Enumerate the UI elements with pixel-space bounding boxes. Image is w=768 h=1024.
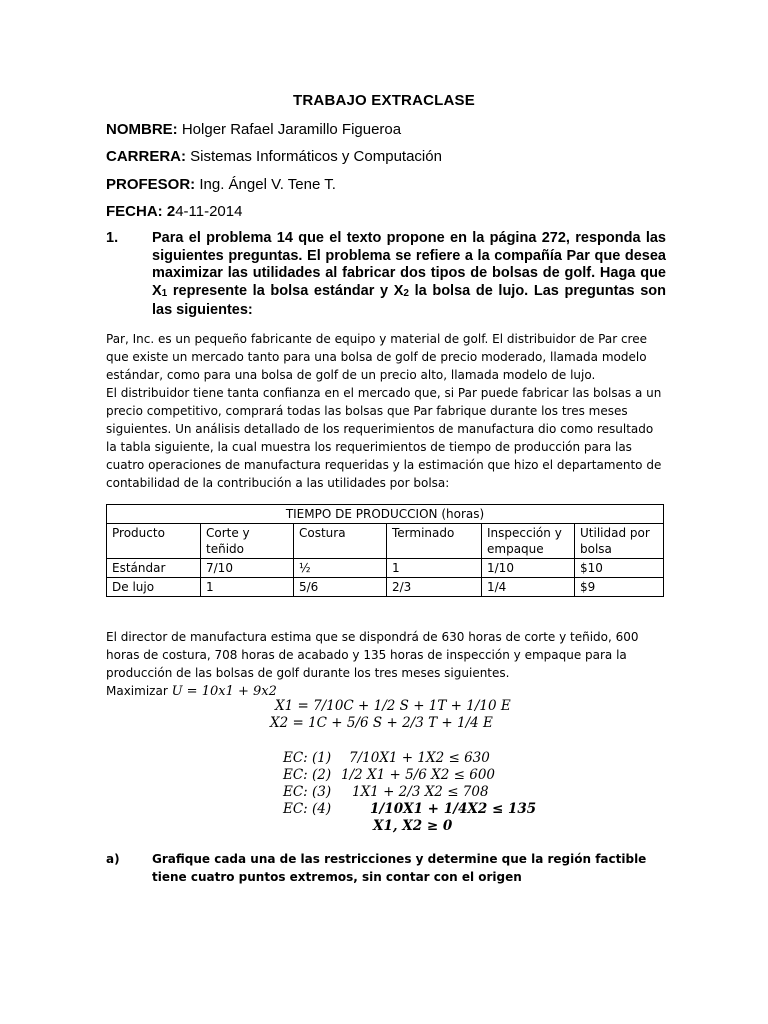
equation-x1: X1 = 7/10C + 1/2 S + 1T + 1/10 E [275,698,511,714]
subscript-1: 1 [161,287,168,299]
table-cell: 5/6 [294,578,387,597]
nombre-label: NOMBRE: [106,121,178,138]
profesor-line [106,176,336,193]
table-header-row [107,524,664,559]
maximize-label: Maximizar [106,684,172,698]
fecha-value: 4-11-2014 [175,203,243,220]
carrera-line [106,148,442,165]
constraint-3-expr: 1X1 + 2/3 X2 ≤ 708 [352,784,489,800]
question-a [106,850,666,886]
table-cell: 2/3 [387,578,482,597]
fecha-line [106,203,242,220]
nombre-line [106,121,401,138]
table-caption-row [107,505,664,524]
table-cell: Estándar [107,559,201,578]
table-row [107,559,664,578]
constraint-2-expr: 1/2 X1 + 5/6 X2 ≤ 600 [341,767,495,783]
fecha-value-bold: 2 [166,203,176,220]
table-cell: 1 [387,559,482,578]
table-cell: ½ [294,559,387,578]
nombre-value: Holger Rafael Jaramillo Figueroa [181,121,402,138]
question-1-text-a: Para el problema 14 que el texto propone en la página 272, responda las siguientes preguntas. El problema se refiere a la compañía Par que desea maximizar las utilidades al fabricar dos tipos de bolsas de golf. Haga que X [152,230,666,299]
constraint-2-label: EC: (2) [283,767,332,783]
equation-x2: X2 = 1C + 5/6 S + 2/3 T + 1/4 E [270,715,493,731]
production-time-table [106,504,664,597]
constraint-1-expr: 7/10X1 + 1X2 ≤ 630 [349,750,490,766]
question-1-text-b: represente la bolsa estándar y X [167,282,404,299]
constraint-4-expr: 1/10X1 + 1/4X2 ≤ 135 [370,801,537,817]
constraint-1-label: EC: (1) [283,750,332,766]
question-1-number: 1. [106,230,119,246]
question-1 [106,230,666,320]
non-negativity: X1, X2 ≥ 0 [373,818,453,834]
table-header-cell: Terminado [387,524,482,559]
paragraph-intro: Par, Inc. es un pequeño fabricante de equipo y material de golf. El distribuidor de Par cree que existe un mercado tanto para una bolsa de golf de precio moderado, llamada modelo estándar, como para una bolsa de golf de un precio alto, llamada modelo de lujo. [106,332,647,382]
carrera-label: CARRERA: [106,148,186,165]
question-1-text-c: la bolsa de lujo. Las preguntas son las siguientes: [152,282,666,318]
table-cell: De lujo [107,578,201,597]
profesor-label: PROFESOR: [106,176,196,193]
table-cell: 1/10 [482,559,575,578]
table-header-cell: Producto [107,524,201,559]
table-cell: 1/4 [482,578,575,597]
constraint-4-label: EC: (4) [283,801,332,817]
question-1-text [152,230,666,320]
table-cell: 7/10 [201,559,294,578]
profesor-value: Ing. Ángel V. Tene T. [199,176,336,193]
document-title: TRABAJO EXTRACLASE [293,92,475,109]
constraint-3-label: EC: (3) [283,784,332,800]
table-cell: 1 [201,578,294,597]
fecha-label: FECHA: [106,203,163,220]
table-caption: TIEMPO DE PRODUCCION (horas) [107,505,664,524]
table-cell: $10 [575,559,664,578]
paragraph-director: El director de manufactura estima que se dispondrá de 630 horas de corte y teñido, 600 horas de costura, 708 horas de acabado y 135 horas de inspección y empaque para la producción de las bolsas de golf durante los tres meses siguientes. [106,630,639,680]
question-a-text: Grafique cada una de las restricciones y determine que la región factible tiene cuatro puntos extremos, sin contar con el origen [152,852,647,884]
table-header-cell: Corte y teñido [201,524,294,559]
table-header-cell: Inspección y empaque [482,524,575,559]
table-cell: $9 [575,578,664,597]
table-header-cell: Utilidad por bolsa [575,524,664,559]
carrera-value: Sistemas Informáticos y Computación [190,148,442,165]
table-row [107,578,664,597]
subscript-2: 2 [403,287,409,299]
table-header-cell: Costura [294,524,387,559]
objective-function: U = 10x1 + 9x2 [171,684,277,699]
question-a-label: a) [106,852,120,866]
paragraph-distribuidor: El distribuidor tiene tanta confianza en el mercado que, si Par puede fabricar las bolsas a un precio competitivo, comprará todas las bolsas que Par fabrique durante los tres meses siguientes. Un análisis detallado de los requerimientos de manufactura dio como resultado la tabla siguiente, la cual muestra los requerimientos de tiempo de producción para las cuatro operaciones de manufactura requeridas y la estimación que hizo el departamento de contabilidad de la contribución a las utilidades por bolsa: [106,386,662,490]
